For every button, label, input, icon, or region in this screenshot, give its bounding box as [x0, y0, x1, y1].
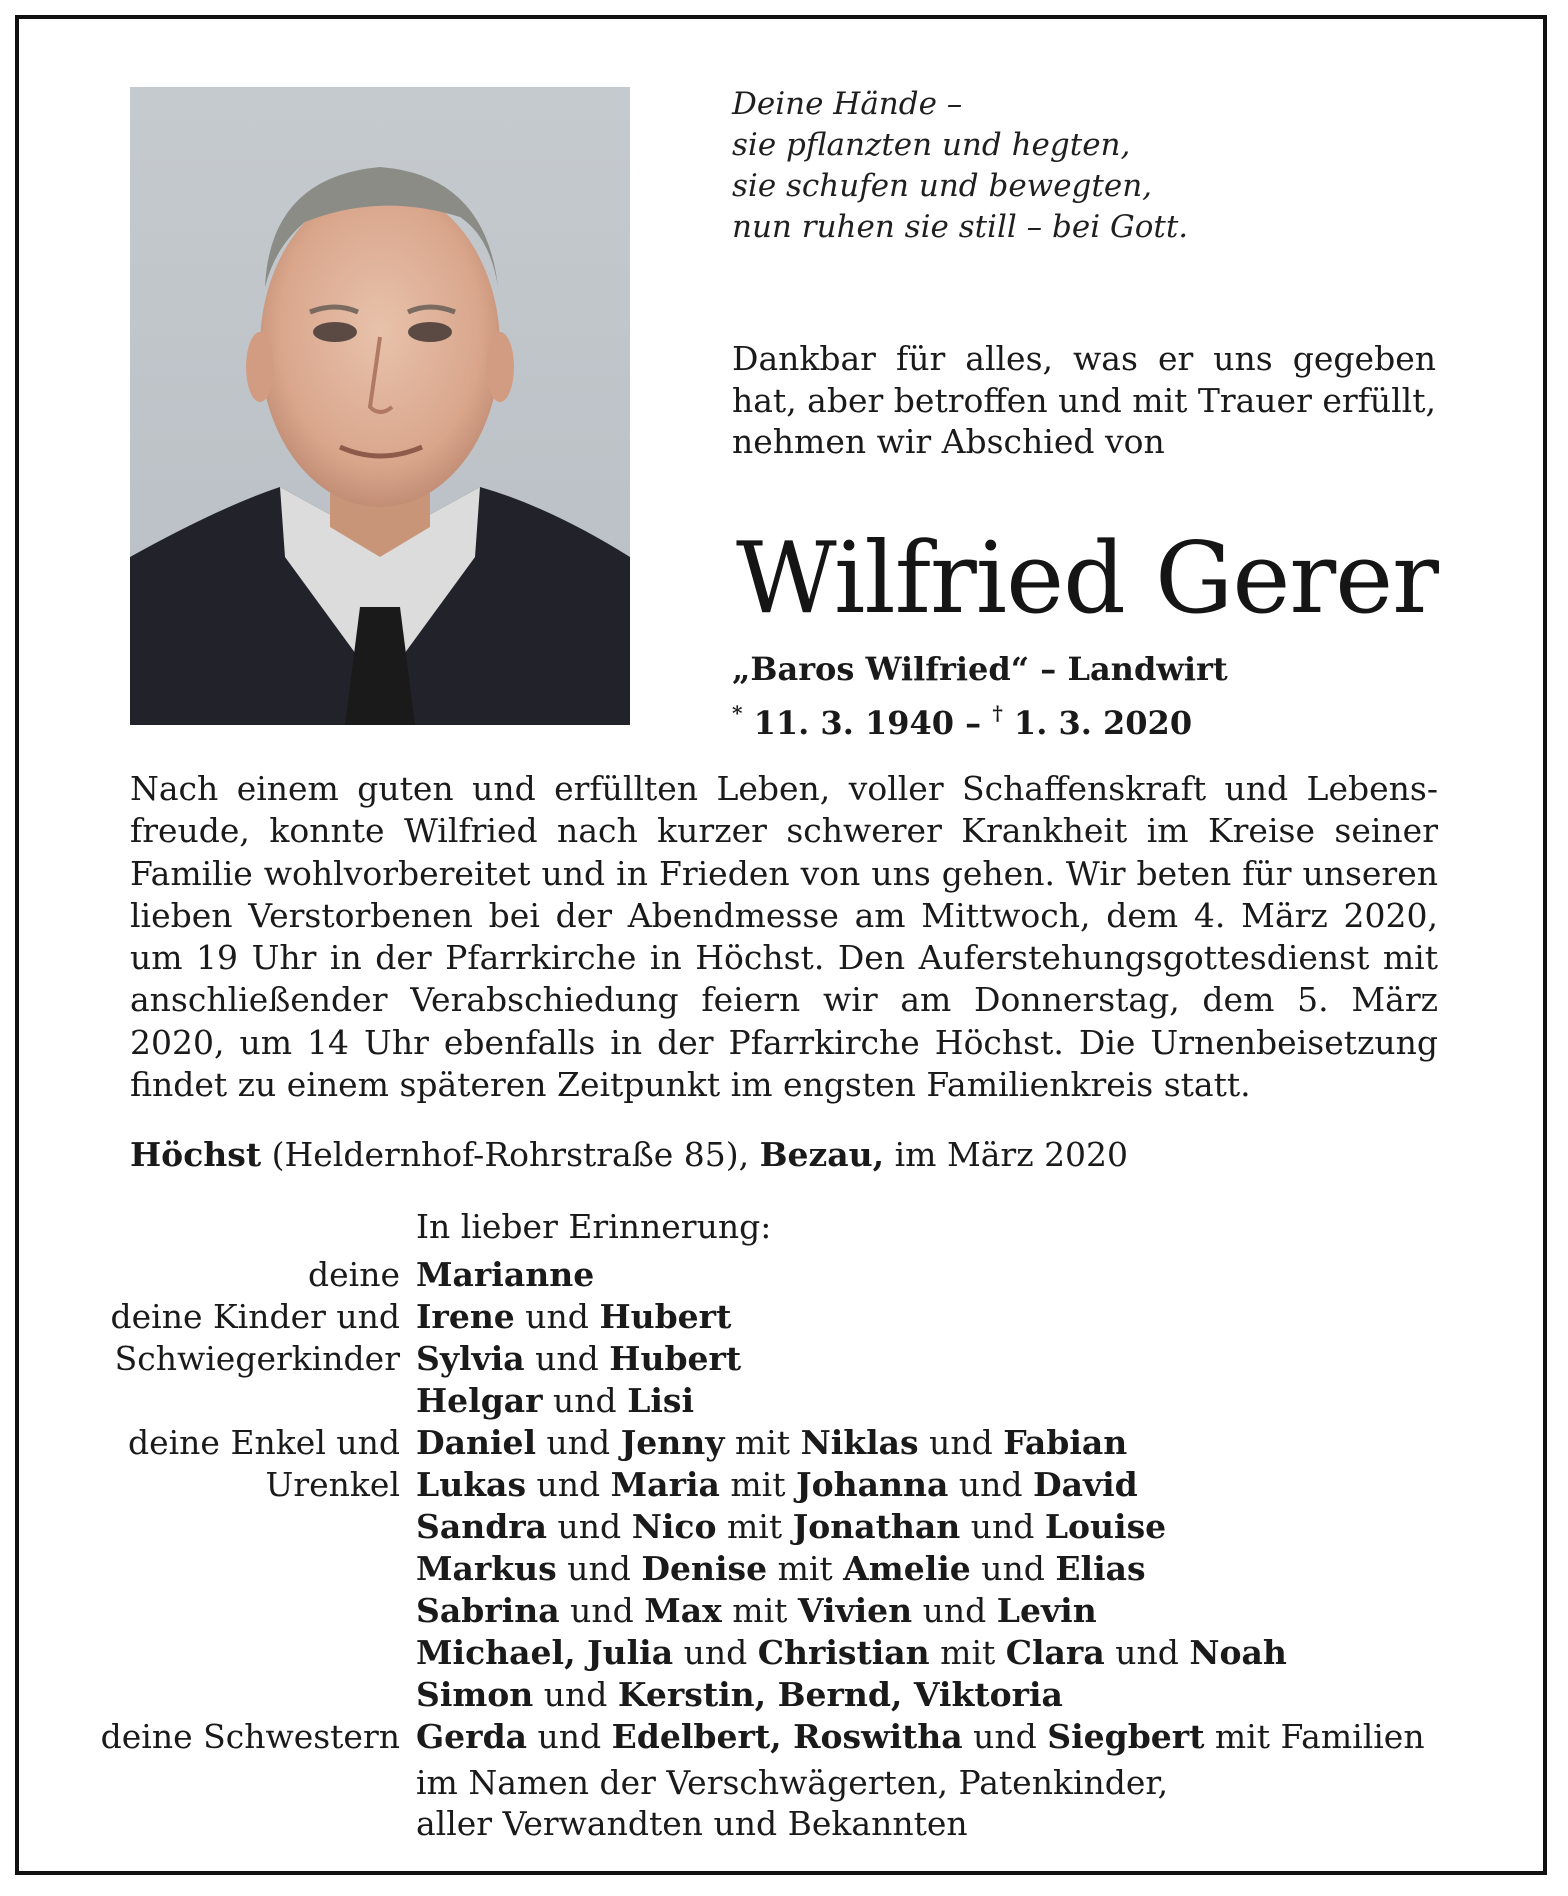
mourner-name: Johanna [795, 1465, 949, 1504]
birth-date: 11. 3. 1940 [753, 704, 955, 742]
intro-line: hat, aber betroffen und mit Trauer erfüllt, [732, 380, 1436, 420]
connector: und [533, 1675, 618, 1714]
connector: mit [929, 1633, 1006, 1672]
mourner-name: Siegbert [1047, 1717, 1205, 1756]
mourner-name: Daniel [416, 1423, 537, 1462]
death-date: 1. 3. 2020 [1013, 704, 1193, 742]
memory-label: In lieber Erinnerung: [416, 1207, 772, 1246]
portrait-image [130, 87, 630, 725]
mourner-name: Michael, Julia [416, 1633, 674, 1672]
closing-line: im Namen der Verschwägerten, Patenkinder, [416, 1763, 1169, 1802]
connector: und [960, 1507, 1045, 1546]
body-line: Familie wohlvorbereitet und in Frieden von uns gehen. Wir beten für unseren [130, 853, 1438, 893]
mourner-name: Irene [416, 1297, 515, 1336]
body-line: anschließender Verabschiedung feiern wir am Donnerstag, dem 5. März [130, 980, 1438, 1020]
mourner-name: Levin [996, 1591, 1097, 1630]
mourner-name: Maria [610, 1465, 720, 1504]
relation-label: Schwiegerkinder [114, 1339, 400, 1378]
mourner-name: Max [644, 1591, 722, 1630]
connector: und [559, 1591, 645, 1630]
connector: und [524, 1339, 610, 1378]
poem-line: sie schufen und bewegten, [732, 168, 1153, 204]
connector: mit [716, 1507, 793, 1546]
obituary-body [130, 768, 1438, 1106]
connector: mit [719, 1465, 796, 1504]
connector: und [526, 1465, 611, 1504]
notice-date: im März 2020 [884, 1135, 1129, 1174]
mourner-name: Sabrina [416, 1591, 560, 1630]
body-line: freude, konnte Wilfried nach kurzer schwerer Krankheit im Kreise seiner [130, 811, 1438, 851]
mourner-name: Simon [416, 1675, 534, 1714]
mourner-name: Jenny [620, 1423, 725, 1462]
closing-line: aller Verwandten und Bekannten [416, 1804, 968, 1843]
deceased-name: Wilfried Gerer [736, 522, 1439, 636]
connector: und [673, 1633, 758, 1672]
mourner-name: Vivien [797, 1591, 913, 1630]
town-bezau: Bezau, [759, 1135, 885, 1174]
mourner-name: Hubert [599, 1297, 732, 1336]
poem [732, 84, 1188, 248]
mourner-name: Kerstin, Bernd, Viktoria [617, 1675, 1063, 1714]
intro-line: Dankbar für alles, was er uns gegeben [732, 339, 1436, 378]
mourner-name: Amelie [843, 1549, 971, 1588]
address: (Heldernhof-Rohrstraße 85), [261, 1135, 760, 1174]
connector: mit [724, 1423, 801, 1462]
relation-label: deine [308, 1255, 400, 1294]
body-line: um 19 Uhr in der Pfarrkirche in Höchst. Den Auferstehungsgottesdienst mit [130, 938, 1438, 978]
mourner-name: Jonathan [792, 1507, 961, 1546]
connector: und [912, 1591, 997, 1630]
connector: und [514, 1297, 600, 1336]
mourner-name: Edelbert, Roswitha [611, 1717, 963, 1756]
life-dates [732, 692, 1192, 744]
town-hoechst: Höchst [130, 1135, 262, 1174]
connector: und [536, 1423, 621, 1462]
mourner-name: Louise [1044, 1507, 1167, 1546]
intro-text [732, 338, 1436, 463]
mourner-name: Gerda [416, 1717, 528, 1756]
mourner-name: Markus [416, 1549, 557, 1588]
connector: und [1104, 1633, 1190, 1672]
date-separator: – [954, 704, 993, 742]
body-line: Nach einem guten und erfüllten Leben, voller Schaffenskraft und Lebens- [130, 769, 1438, 808]
relation-label: deine Kinder und [110, 1297, 400, 1336]
portrait-photo [130, 87, 630, 725]
connector: mit [721, 1591, 798, 1630]
birth-symbol: * [732, 701, 743, 725]
poem-line: nun ruhen sie still – bei Gott. [732, 209, 1189, 245]
poem-line: sie pflanzten und hegten, [732, 127, 1131, 163]
death-symbol: † [992, 701, 1003, 725]
connector: und [948, 1465, 1033, 1504]
mourner-name: Christian [757, 1633, 930, 1672]
mourner-name: Lisi [627, 1381, 695, 1420]
body-line: lieben Verstorbenen bei der Abendmesse am Mittwoch, dem 4. März 2020, [130, 895, 1438, 935]
mourner-name: Clara [1005, 1633, 1105, 1672]
connector: und [527, 1717, 612, 1756]
mourner-name: Hubert [609, 1339, 742, 1378]
connector: und [547, 1507, 632, 1546]
mourner-name: David [1032, 1465, 1138, 1504]
body-line: findet zu einem späteren Zeitpunkt im engsten Familienkreis statt. [130, 1065, 1251, 1105]
connector: und [970, 1549, 1056, 1588]
mourner-name: Noah [1189, 1633, 1287, 1672]
mourner-name: Denise [641, 1549, 768, 1588]
connector: und [542, 1381, 628, 1420]
place-date-line [130, 1134, 1128, 1176]
connector: mit [767, 1549, 844, 1588]
relation-label: deine Schwestern [100, 1717, 400, 1756]
intro-line: nehmen wir Abschied von [732, 422, 1165, 461]
connector: und [962, 1717, 1048, 1756]
mourner-name: Sandra [416, 1507, 548, 1546]
poem-line: Deine Hände – [732, 86, 963, 122]
mourner-name: Lukas [416, 1465, 527, 1504]
connector: und [556, 1549, 642, 1588]
mourner-name: Marianne [416, 1255, 595, 1294]
mourner-name: Nico [631, 1507, 717, 1546]
mourner-name: Fabian [1003, 1423, 1128, 1462]
connector: mit Familien [1204, 1717, 1425, 1756]
relation-label: deine Enkel und [127, 1423, 400, 1462]
closing-text [416, 1762, 1168, 1844]
mourner-name: Niklas [800, 1423, 919, 1462]
mourner-name: Helgar [416, 1381, 543, 1420]
connector: und [918, 1423, 1004, 1462]
nickname-occupation: „Baros Wilfried“ – Landwirt [732, 650, 1228, 688]
body-line: 2020, um 14 Uhr ebenfalls in der Pfarrkirche Höchst. Die Urnenbeisetzung [130, 1022, 1438, 1062]
mourner-name: Sylvia [416, 1339, 525, 1378]
mourner-name: Elias [1055, 1549, 1146, 1588]
relation-label: Urenkel [265, 1465, 400, 1504]
